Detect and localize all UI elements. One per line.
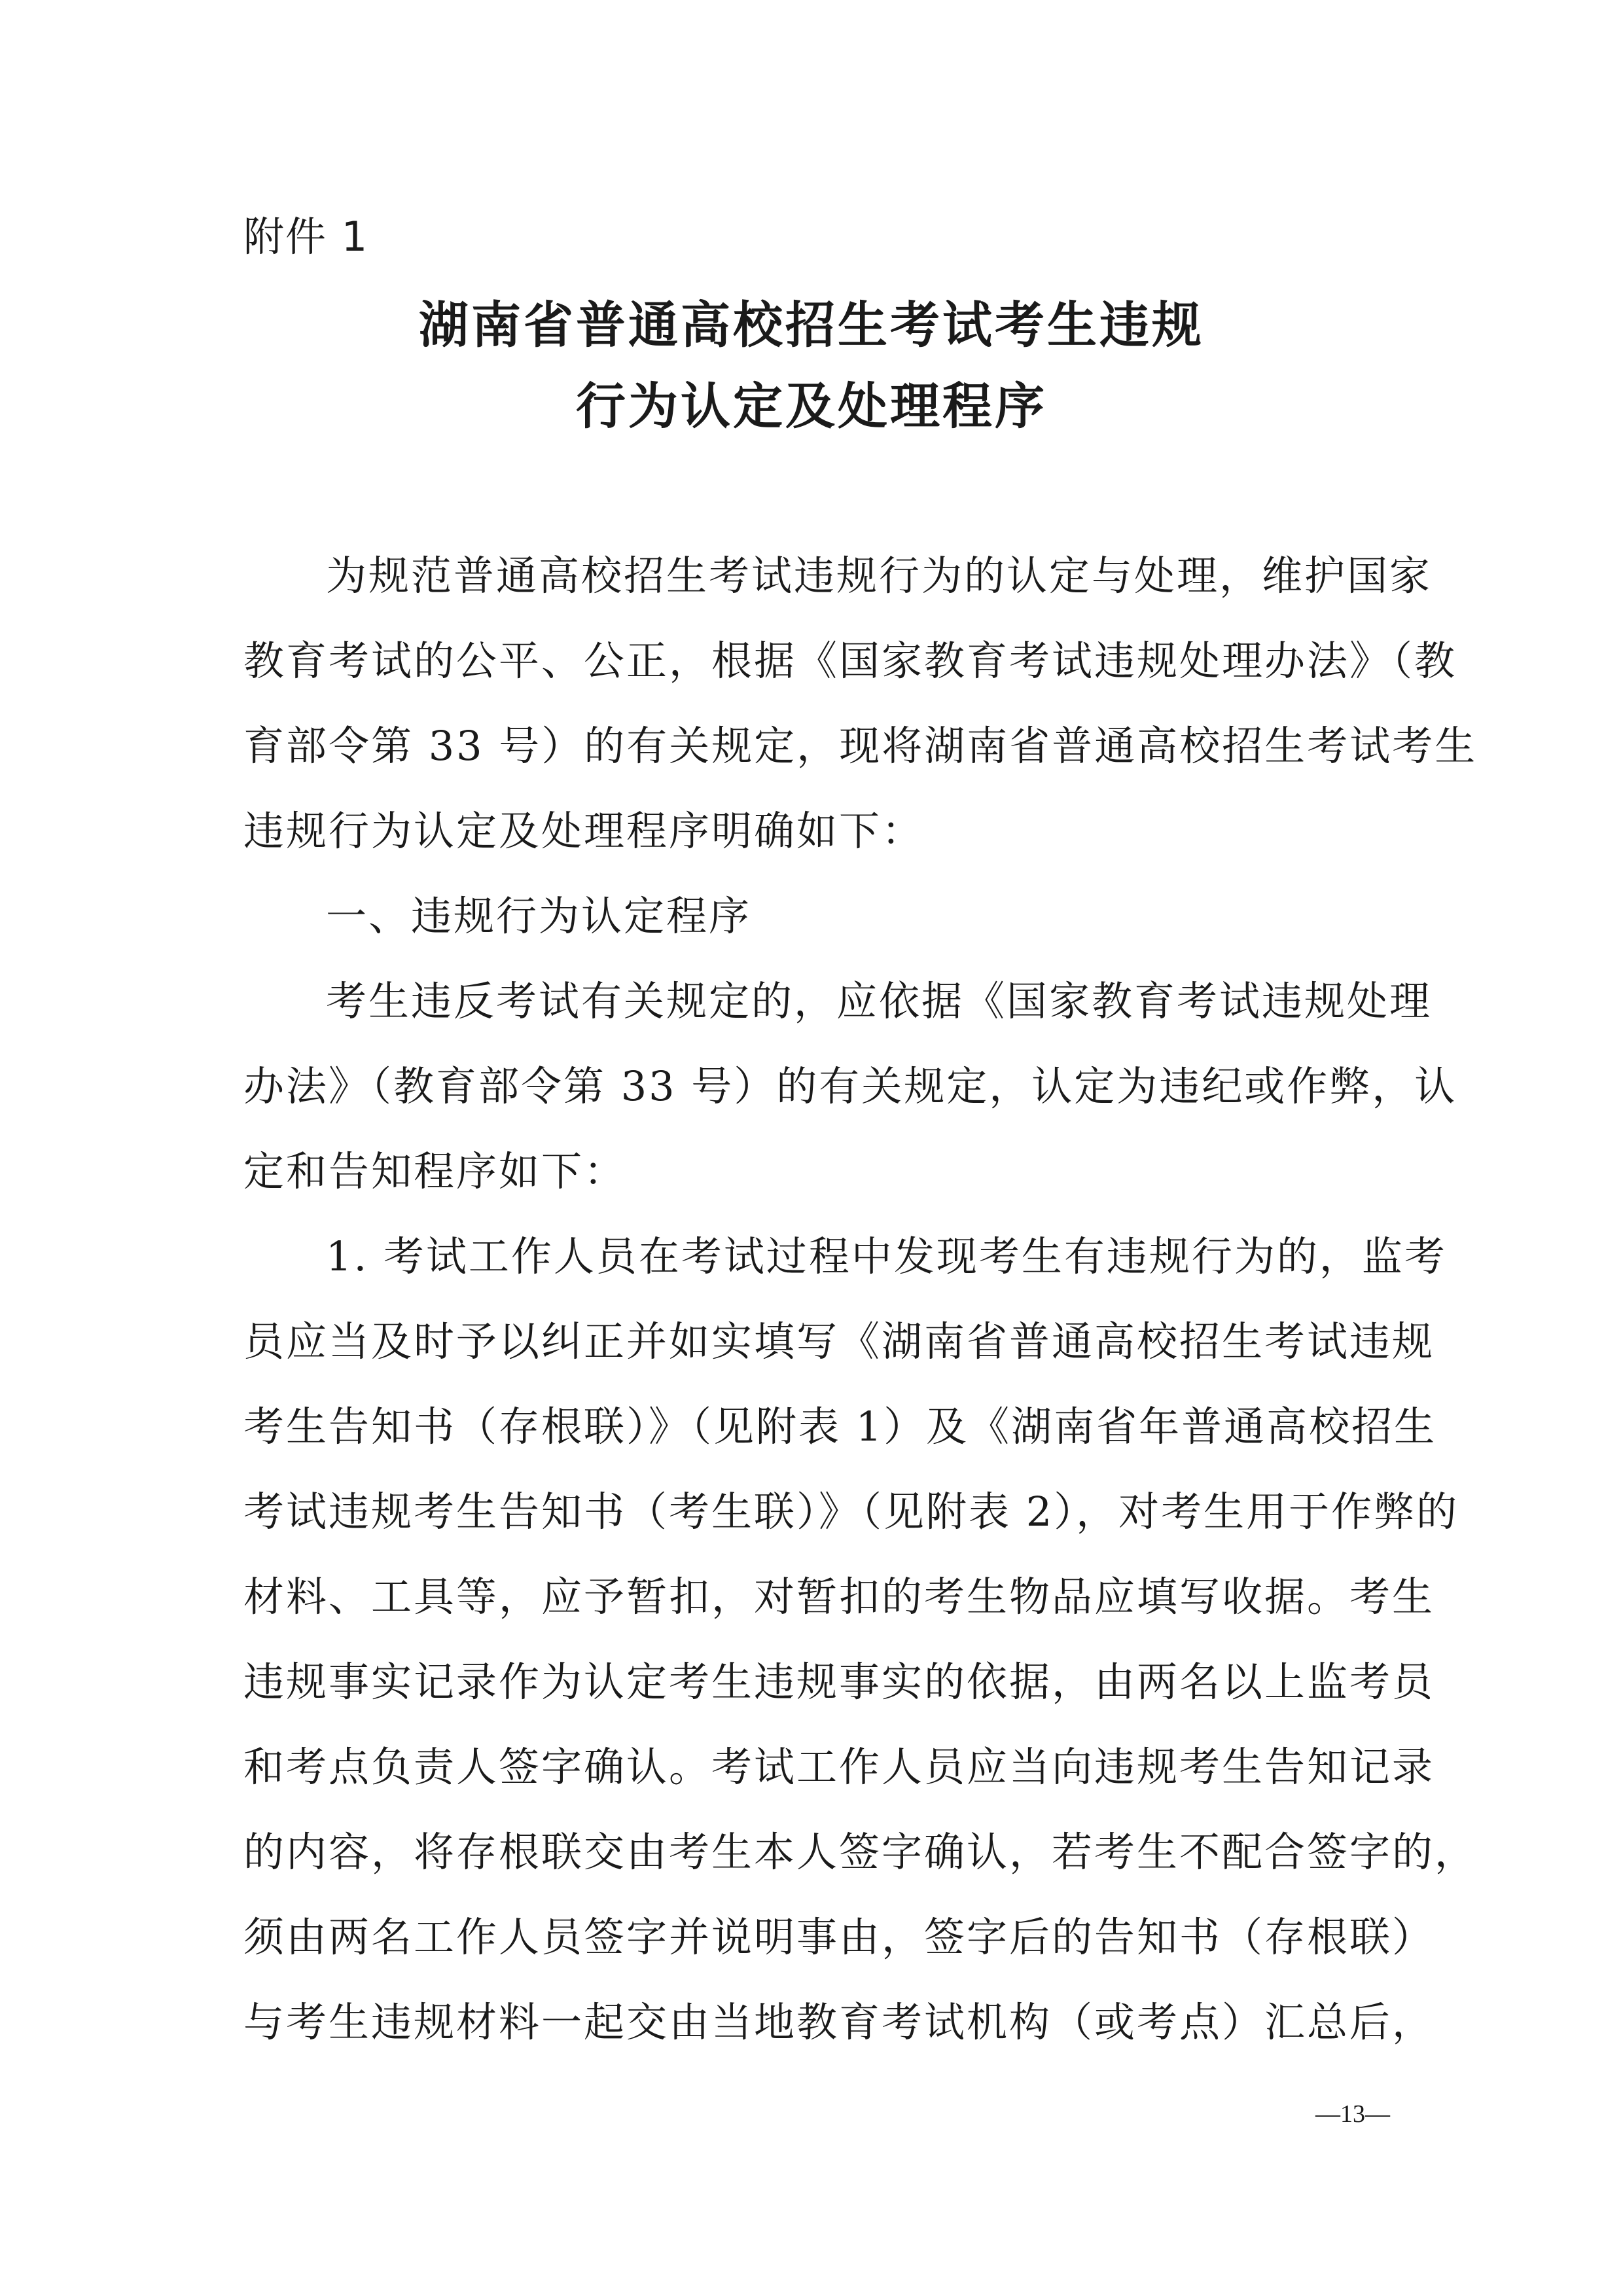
paragraph-line: 考生告知书（存根联）》（见附表 1）及《湖南省年普通高校招生	[243, 1403, 1437, 1450]
paragraph-line: 1. 考试工作人员在考试过程中发现考生有违规行为的，监考	[326, 1232, 1447, 1280]
paragraph-line: 员应当及时予以纠正并如实填写《湖南省普通高校招生考试违规	[243, 1318, 1435, 1365]
paragraph-line: 须由两名工作人员签字并说明事由，签字后的告知书（存根联）	[243, 1913, 1435, 1961]
document-title-line-1: 湖南省普通高校招生考试考生违规	[419, 296, 1204, 354]
paragraph-line: 考试违规考生告知书（考生联）》（见附表 2），对考生用于作弊的	[243, 1488, 1459, 1535]
attachment-label: 附件 1	[243, 213, 369, 260]
paragraph-line: 违规行为认定及处理程序明确如下：	[243, 807, 925, 855]
paragraph-line: 与考生违规材料一起交由当地教育考试机构（或考点）汇总后，	[243, 1998, 1435, 2046]
paragraph-line: 定和告知程序如下：	[243, 1147, 627, 1195]
paragraph-line: 材料、工具等，应予暂扣，对暂扣的考生物品应填写收据。考生	[243, 1573, 1435, 1621]
page-number: —13—	[1315, 2100, 1390, 2128]
paragraph-line: 考生违反考试有关规定的，应依据《国家教育考试违规处理	[326, 977, 1433, 1025]
document-body	[243, 533, 1478, 2065]
document-title-line-2: 行为认定及处理程序	[576, 377, 1047, 435]
paragraph-line: 的内容，将存根联交由考生本人签字确认，若考生不配合签字的，	[243, 1828, 1478, 1876]
paragraph-line: 和考点负责人签字确认。考试工作人员应当向违规考生告知记录	[243, 1743, 1435, 1791]
paragraph-line: 违规事实记录作为认定考生违规事实的依据，由两名以上监考员	[243, 1658, 1435, 1706]
paragraph-line: 教育考试的公平、公正，根据《国家教育考试违规处理办法》（教	[243, 637, 1457, 685]
paragraph-line: 为规范普通高校招生考试违规行为的认定与处理，维护国家	[326, 552, 1433, 600]
paragraph-line: 育部令第 33 号）的有关规定，现将湖南省普通高校招生考试考生	[243, 722, 1478, 770]
paragraph-line: 办法》（教育部令第 33 号）的有关规定，认定为违纪或作弊，认	[243, 1062, 1457, 1110]
section-heading: 一、违规行为认定程序	[326, 892, 752, 940]
